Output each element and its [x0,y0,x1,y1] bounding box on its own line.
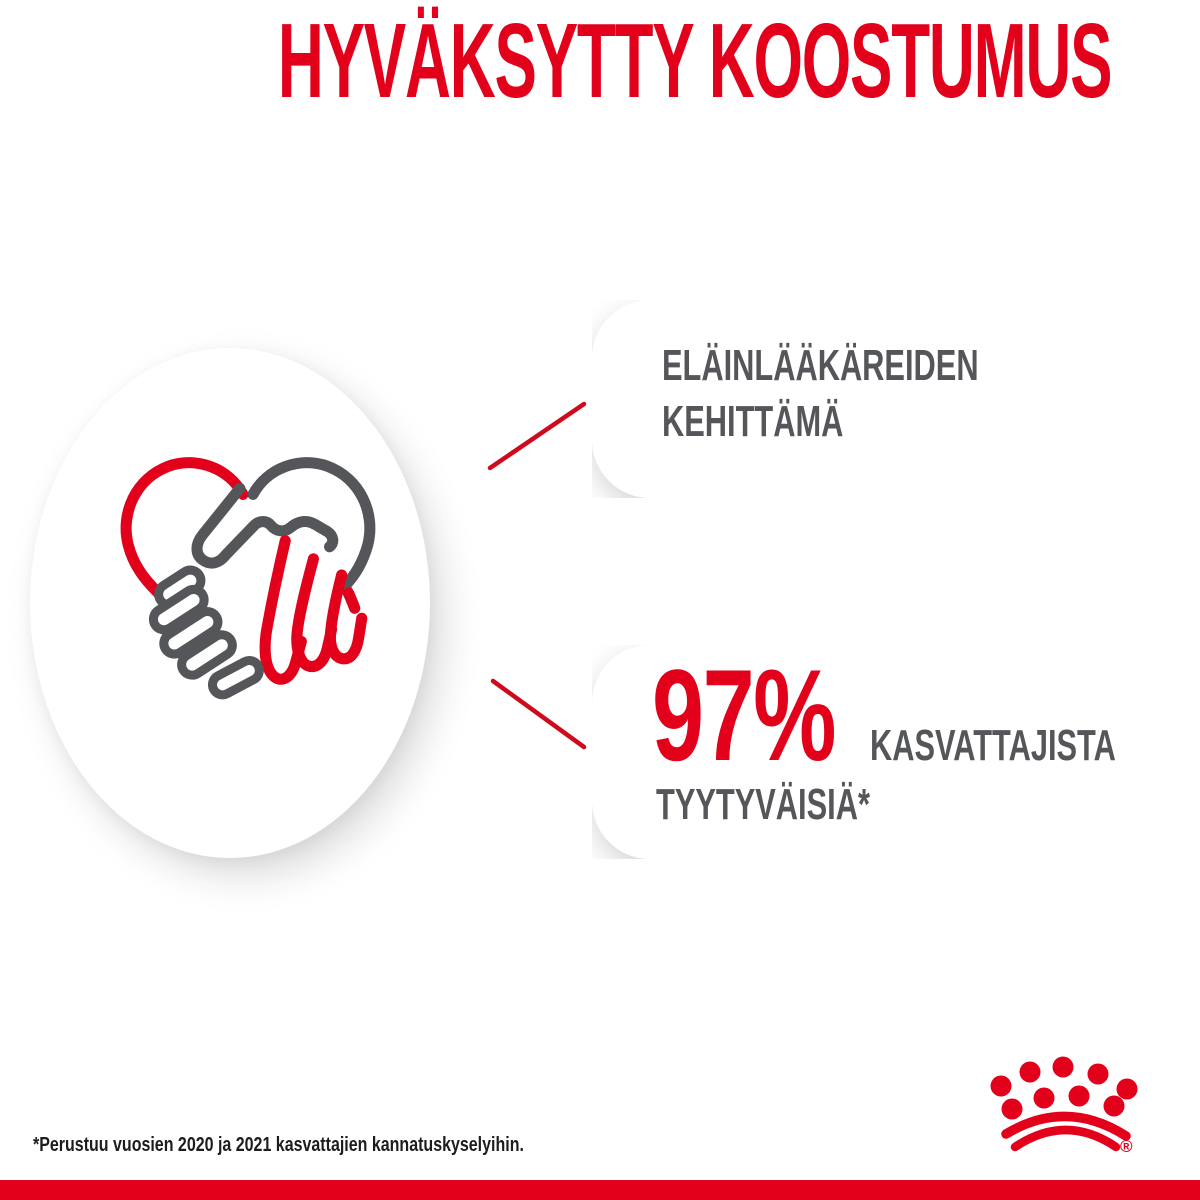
crown-swoosh [1006,1116,1126,1147]
footnote: *Perustuu vuosien 2020 ja 2021 kasvattajien kannatuskyselyihin. [33,1134,524,1156]
crown-dots [991,1057,1138,1120]
stat-value: 97% [652,642,836,788]
callout-satisfaction-row [652,642,1200,788]
registered-trademark: ® [1120,1137,1133,1156]
developed-line1: ELÄINLÄÄKÄREIDEN [662,341,979,390]
stat-label-inline: KASVATTAJISTA [870,721,1117,770]
connector-line-bottom [493,681,584,747]
red-hand-fingers [265,541,362,680]
handshake-heart-icon [104,454,398,704]
gray-fist-fingers [149,566,262,698]
stat-label-below: TYYTYVÄISIÄ* [656,780,870,829]
page-title-text: HYVÄKSYTTY KOOSTUMUS [277,2,1112,120]
bottom-red-bar [0,1180,1200,1200]
page-title [0,2,1200,120]
connector-line-top [490,404,584,468]
callout-developed-text [662,338,1114,450]
gray-hand [197,488,333,563]
developed-line2: KEHITTÄMÄ [662,397,844,446]
